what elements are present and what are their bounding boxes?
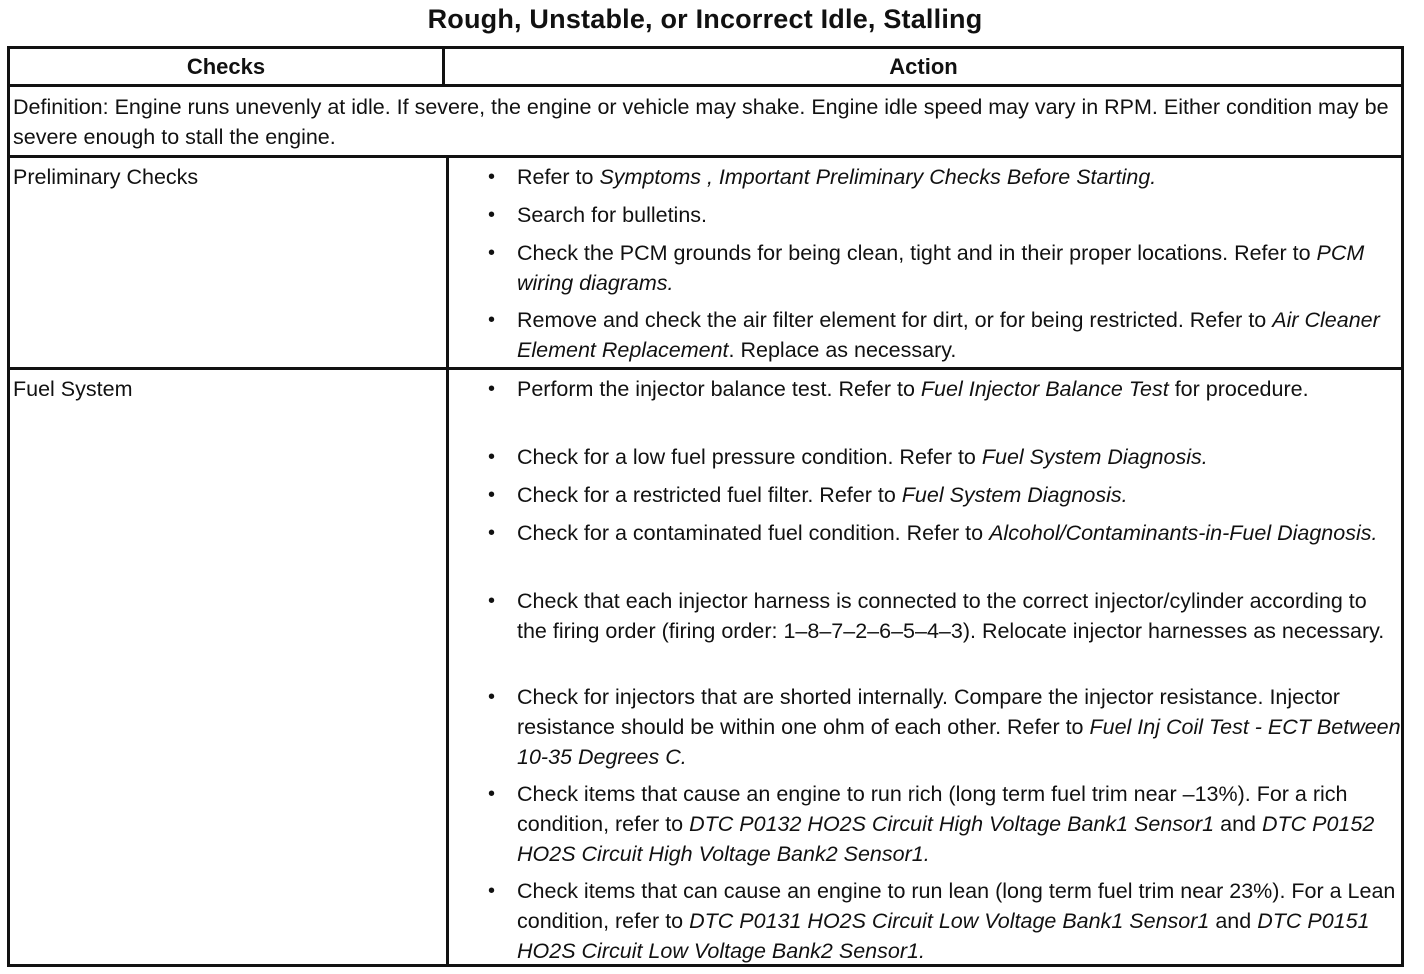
- reference-text: Symptoms , Important Preliminary Checks Before Starting.: [599, 165, 1157, 189]
- action-item: [517, 876, 1402, 966]
- header-action: Action: [889, 54, 958, 79]
- body-column-divider: [446, 155, 449, 967]
- action-text: Check the PCM grounds for being clean, tight and in their proper locations. Refer to: [517, 241, 1317, 265]
- action-text: Search for bulletins.: [517, 203, 708, 227]
- action-item: [517, 162, 1402, 192]
- bullet-icon: •: [488, 446, 496, 468]
- bullet-icon: •: [488, 204, 496, 226]
- row-label-fuel-system: Fuel System: [13, 377, 133, 401]
- action-text: Check that each injector harness is connected to the correct injector/cylinder according to the firing order (firing order: 1–8–7–2–6–5–4–3). Relocate injector harnesses as necessary.: [517, 589, 1385, 643]
- page-title: Rough, Unstable, or Incorrect Idle, Stalling: [427, 4, 983, 34]
- action-text: Check for a contaminated fuel condition. Refer to: [517, 521, 990, 545]
- action-text: Check for a low fuel pressure condition. Refer to: [517, 445, 982, 469]
- bullet-icon: •: [488, 378, 496, 400]
- header-divider: [7, 84, 1404, 87]
- action-item: [517, 586, 1402, 646]
- action-item: [517, 518, 1402, 548]
- reference-text: Fuel Injector Balance Test: [920, 377, 1169, 401]
- action-text: and: [1214, 812, 1262, 836]
- bullet-icon: •: [488, 783, 496, 805]
- action-text: for procedure.: [1168, 377, 1309, 401]
- row-divider: [7, 367, 1404, 370]
- reference-text: Alcohol/Contaminants-in-Fuel Diagnosis.: [989, 521, 1378, 545]
- action-text: Check for a restricted fuel filter. Refer to: [517, 483, 902, 507]
- action-text: and: [1209, 909, 1258, 933]
- action-item: [517, 779, 1402, 869]
- action-text: . Replace as necessary.: [728, 338, 957, 362]
- action-item: [517, 682, 1402, 772]
- definition-text: Definition: Engine runs unevenly at idle. If severe, the engine or vehicle may shake. Engine idle speed may vary in RPM. Either condition may be severe enough to stall the engine.: [13, 95, 1389, 149]
- action-text: Check items that can cause an engine to run lean (long term fuel trim near 23%). For a Lean condition, refer to: [517, 879, 1396, 933]
- bullet-icon: •: [488, 686, 496, 708]
- bullet-icon: •: [488, 484, 496, 506]
- reference-text: Fuel Inj Coil Test - ECT Between 10-35 Degrees C.: [517, 715, 1401, 769]
- action-text: Remove and check the air filter element for dirt, or for being restricted. Refer to: [517, 308, 1273, 332]
- reference-text: DTC P0152 HO2S Circuit High Voltage Bank2 Sensor1.: [517, 812, 1375, 866]
- header-checks: Checks: [186, 54, 266, 79]
- action-item: [517, 305, 1402, 365]
- action-item: [517, 374, 1402, 404]
- action-text: Check items that cause an engine to run rich (long term fuel trim near –13%). For a rich condition, refer to: [517, 782, 1348, 836]
- action-text: Refer to: [517, 165, 600, 189]
- bullet-icon: •: [488, 309, 496, 331]
- bullet-icon: •: [488, 590, 496, 612]
- action-text: Perform the injector balance test. Refer to: [517, 377, 921, 401]
- bullet-icon: •: [488, 522, 496, 544]
- action-item: [517, 200, 1402, 230]
- bullet-icon: •: [488, 242, 496, 264]
- reference-text: DTC P0131 HO2S Circuit Low Voltage Bank1 Sensor1: [689, 909, 1210, 933]
- reference-text: DTC P0151 HO2S Circuit Low Voltage Bank2 Sensor1.: [517, 909, 1370, 963]
- definition-divider: [7, 155, 1404, 158]
- bullet-icon: •: [488, 166, 496, 188]
- action-item: [517, 442, 1402, 472]
- reference-text: Air Cleaner Element Replacement: [517, 308, 1380, 362]
- reference-text: DTC P0132 HO2S Circuit High Voltage Bank1 Sensor1: [689, 812, 1215, 836]
- reference-text: Fuel System Diagnosis.: [981, 445, 1208, 469]
- reference-text: PCM wiring diagrams.: [517, 241, 1365, 295]
- reference-text: Fuel System Diagnosis.: [901, 483, 1128, 507]
- action-item: [517, 480, 1402, 510]
- action-item: [517, 238, 1402, 298]
- action-text: Check for injectors that are shorted internally. Compare the injector resistance. Injector resistance should be within one ohm of each other. Refer to: [517, 685, 1340, 739]
- row-label-preliminary-checks: Preliminary Checks: [13, 165, 199, 189]
- bullet-icon: •: [488, 880, 496, 902]
